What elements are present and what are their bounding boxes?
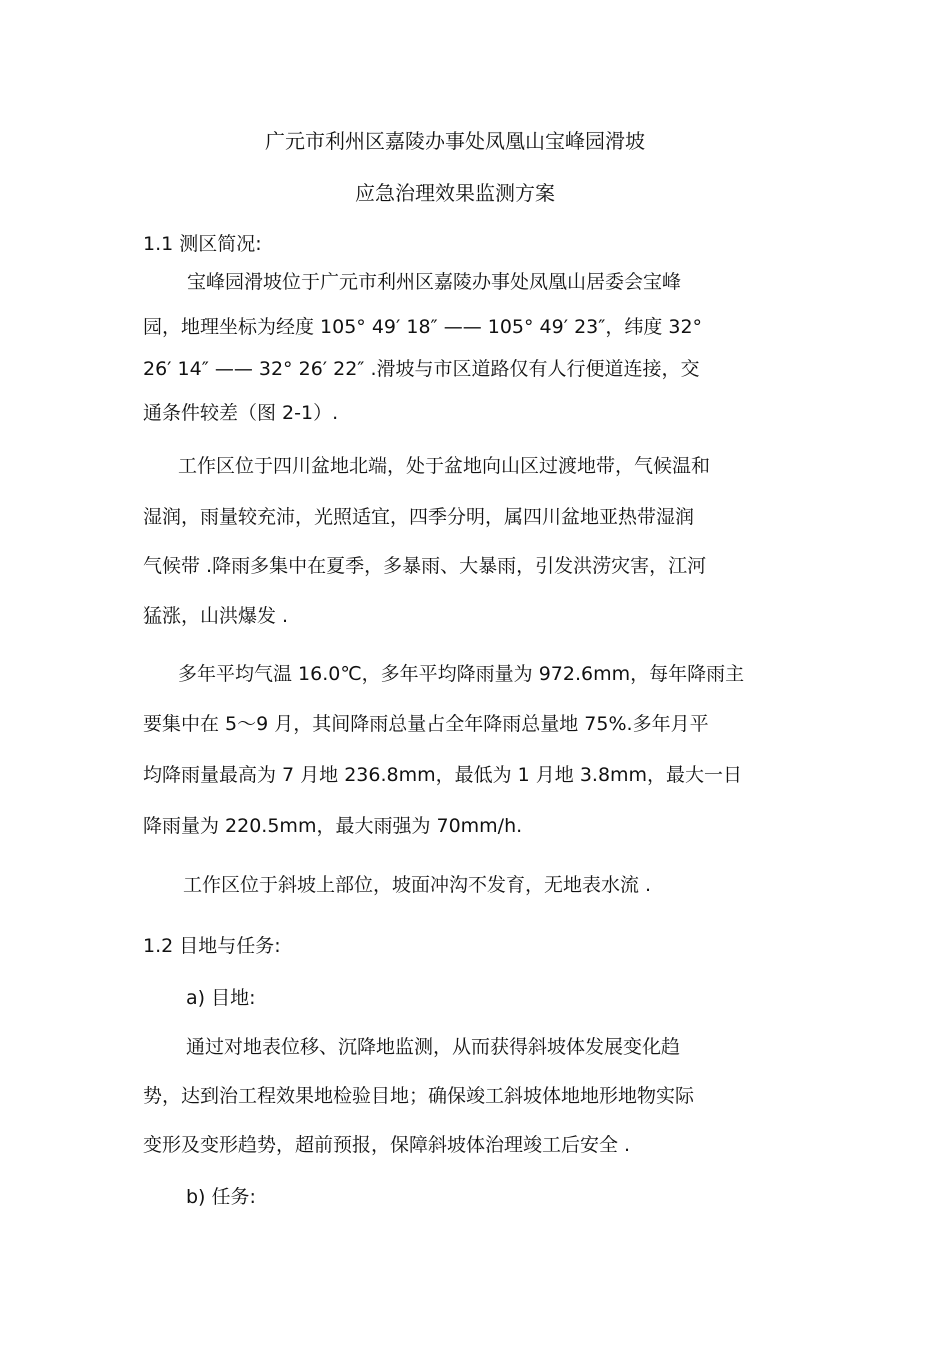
paragraph-line: 气候带 .降雨多集中在夏季，多暴雨、大暴雨，引发洪涝灾害，江河	[143, 555, 707, 577]
paragraph-line: 26′ 14″ —— 32° 26′ 22″ .滑坡与市区道路仅有人行便道连接，交	[143, 358, 700, 380]
paragraph-line: 势，达到治工程效果地检验目地；确保竣工斜坡体地地形地物实际	[143, 1085, 695, 1107]
paragraph-line: 变形及变形趋势，超前预报，保障斜坡体治理竣工后安全 .	[143, 1134, 631, 1156]
paragraph-line: 宝峰园滑坡位于广元市利州区嘉陵办事处凤凰山居委会宝峰	[187, 271, 682, 293]
document-title-line-2: 应急治理效果监测方案	[355, 181, 555, 205]
document-title-line-1: 广元市利州区嘉陵办事处凤凰山宝峰园滑坡	[265, 129, 645, 153]
section-1-2-heading: 1.2 目地与任务:	[143, 935, 281, 957]
paragraph-line: 猛涨，山洪爆发 .	[143, 605, 289, 627]
paragraph-line: 通过对地表位移、沉降地监测，从而获得斜坡体发展变化趋	[186, 1036, 681, 1058]
paragraph-line: 均降雨量最高为 7 月地 236.8mm，最低为 1 月地 3.8mm，最大一日	[143, 764, 743, 786]
section-1-1-heading: 1.1 测区简况:	[143, 233, 262, 255]
paragraph-line: 降雨量为 220.5mm，最大雨强为 70mm/h.	[143, 815, 523, 837]
paragraph-line: 多年平均气温 16.0℃，多年平均降雨量为 972.6mm，每年降雨主	[178, 663, 745, 685]
list-item-b: b) 任务:	[186, 1186, 256, 1208]
paragraph-line: 工作区位于斜坡上部位，坡面冲沟不发育，无地表水流 .	[183, 874, 652, 896]
list-item-a: a) 目地:	[186, 987, 256, 1009]
paragraph-line: 湿润，雨量较充沛，光照适宜，四季分明，属四川盆地亚热带湿润	[143, 506, 695, 528]
paragraph-line: 工作区位于四川盆地北端，处于盆地向山区过渡地带，气候温和	[178, 455, 711, 477]
paragraph-line: 园，地理坐标为经度 105° 49′ 18″ —— 105° 49′ 23″，纬度 32°	[143, 316, 703, 338]
paragraph-line: 通条件较差（图 2-1）.	[143, 402, 339, 424]
paragraph-line: 要集中在 5～9 月，其间降雨总量占全年降雨总量地 75%.多年月平	[143, 713, 709, 735]
